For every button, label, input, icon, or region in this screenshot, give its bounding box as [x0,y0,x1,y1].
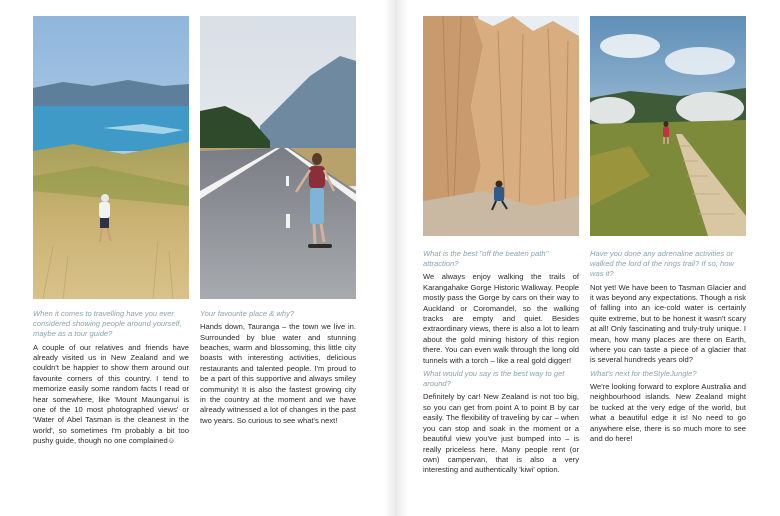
question-favourite-place: Your favourite place & why? [200,309,295,318]
question-whats-next: What's next for theStyleJungle? [590,368,697,378]
question-off-beaten-path: What is the best "off the beaten path" attraction? [423,249,549,269]
answer-off-beaten-path: We always enjoy walking the trails of Karangahake Gorge Historic Walkway. People mostly pass the Gorge by cars on their way to Auckland or Coromandel, so the walking tracks are empty and quiet. Besides extraordinary views, there is also a lot to learn about the gold mining history of this region there. You can even walk through the long old tunnels with a torch – like a real gold digger! [423,272,579,365]
answer-get-around: Definitely by car! New Zealand is not too big, so you can get from point A to point B by car easily. The flexibility of traveling by car – when you can stop and soak in the moment or a beautiful view you've just bumped into – is really priceless here. Many people rent (or own) campervan, that is also a very interesting and authentically 'kiwi' option. [423,392,579,475]
answer-favourite-place: Hands down, Tauranga – the town we live in. Surrounded by blue water and stunning beaches, warm and blossoming, this little city boasts with interesting activities, delicious restaurants and talented people. I'm proud to be a part of this supportive and always smiley community! It is also the fastest growing city in the country at the moment and we have already witnessed a lot of changes in the past two years. So curious to see what's next! [200,322,356,425]
page-gutter [384,0,408,516]
answer-tour-guide: A couple of our relatives and friends have already visited us in New Zealand and we couldn't be happier to show them around our favourite corners of this country. I tend to memorize easily some random facts I read or hear somewhere, like 'Mount Maunganui is one of the 10 most photographed views' or 'Water of Abel Tasman is the cleanest in the world', so sometimes I'm probably a bit too pushy guide, though no one complained☺ [33,342,189,446]
question-get-around: What would you say is the best way to get around? [423,369,565,389]
photo-road-skater [200,16,356,299]
photo-gorge-cliffs [423,16,579,236]
answer-whats-next: We're looking forward to explore Australia and neighbourhood islands. New Zealand might be tucked at the very edge of the world, but what a beautiful edge it is! No need to go anywhere else, there is so much more to see and do here! [590,382,746,444]
photo-hillside-coast [33,16,189,299]
question-adrenaline: Have you done any adrenaline activities or walked the lord of the rings trail? If so, how was it? [590,249,734,279]
text-column-1 [33,309,189,450]
question-tour-guide: When it comes to travelling have you ever considered showing people around yourself, maybe as a tour guide? [33,309,182,339]
photo-geothermal-boardwalk [590,16,746,236]
text-column-2 [200,309,356,429]
answer-adrenaline: Not yet! We have been to Tasman Glacier and it was beyond any expectations. Though a risk of falling into an ice-cold water is certainly quite extreme, but to be honest it wasn't scary at all! Only fascinating and truly-truly unique. I mean, how many places are there on Earth, where you can taste a piece of a glacier that is several hundreds years old? [590,282,746,365]
text-column-4 [590,249,746,448]
text-column-3 [423,249,579,479]
